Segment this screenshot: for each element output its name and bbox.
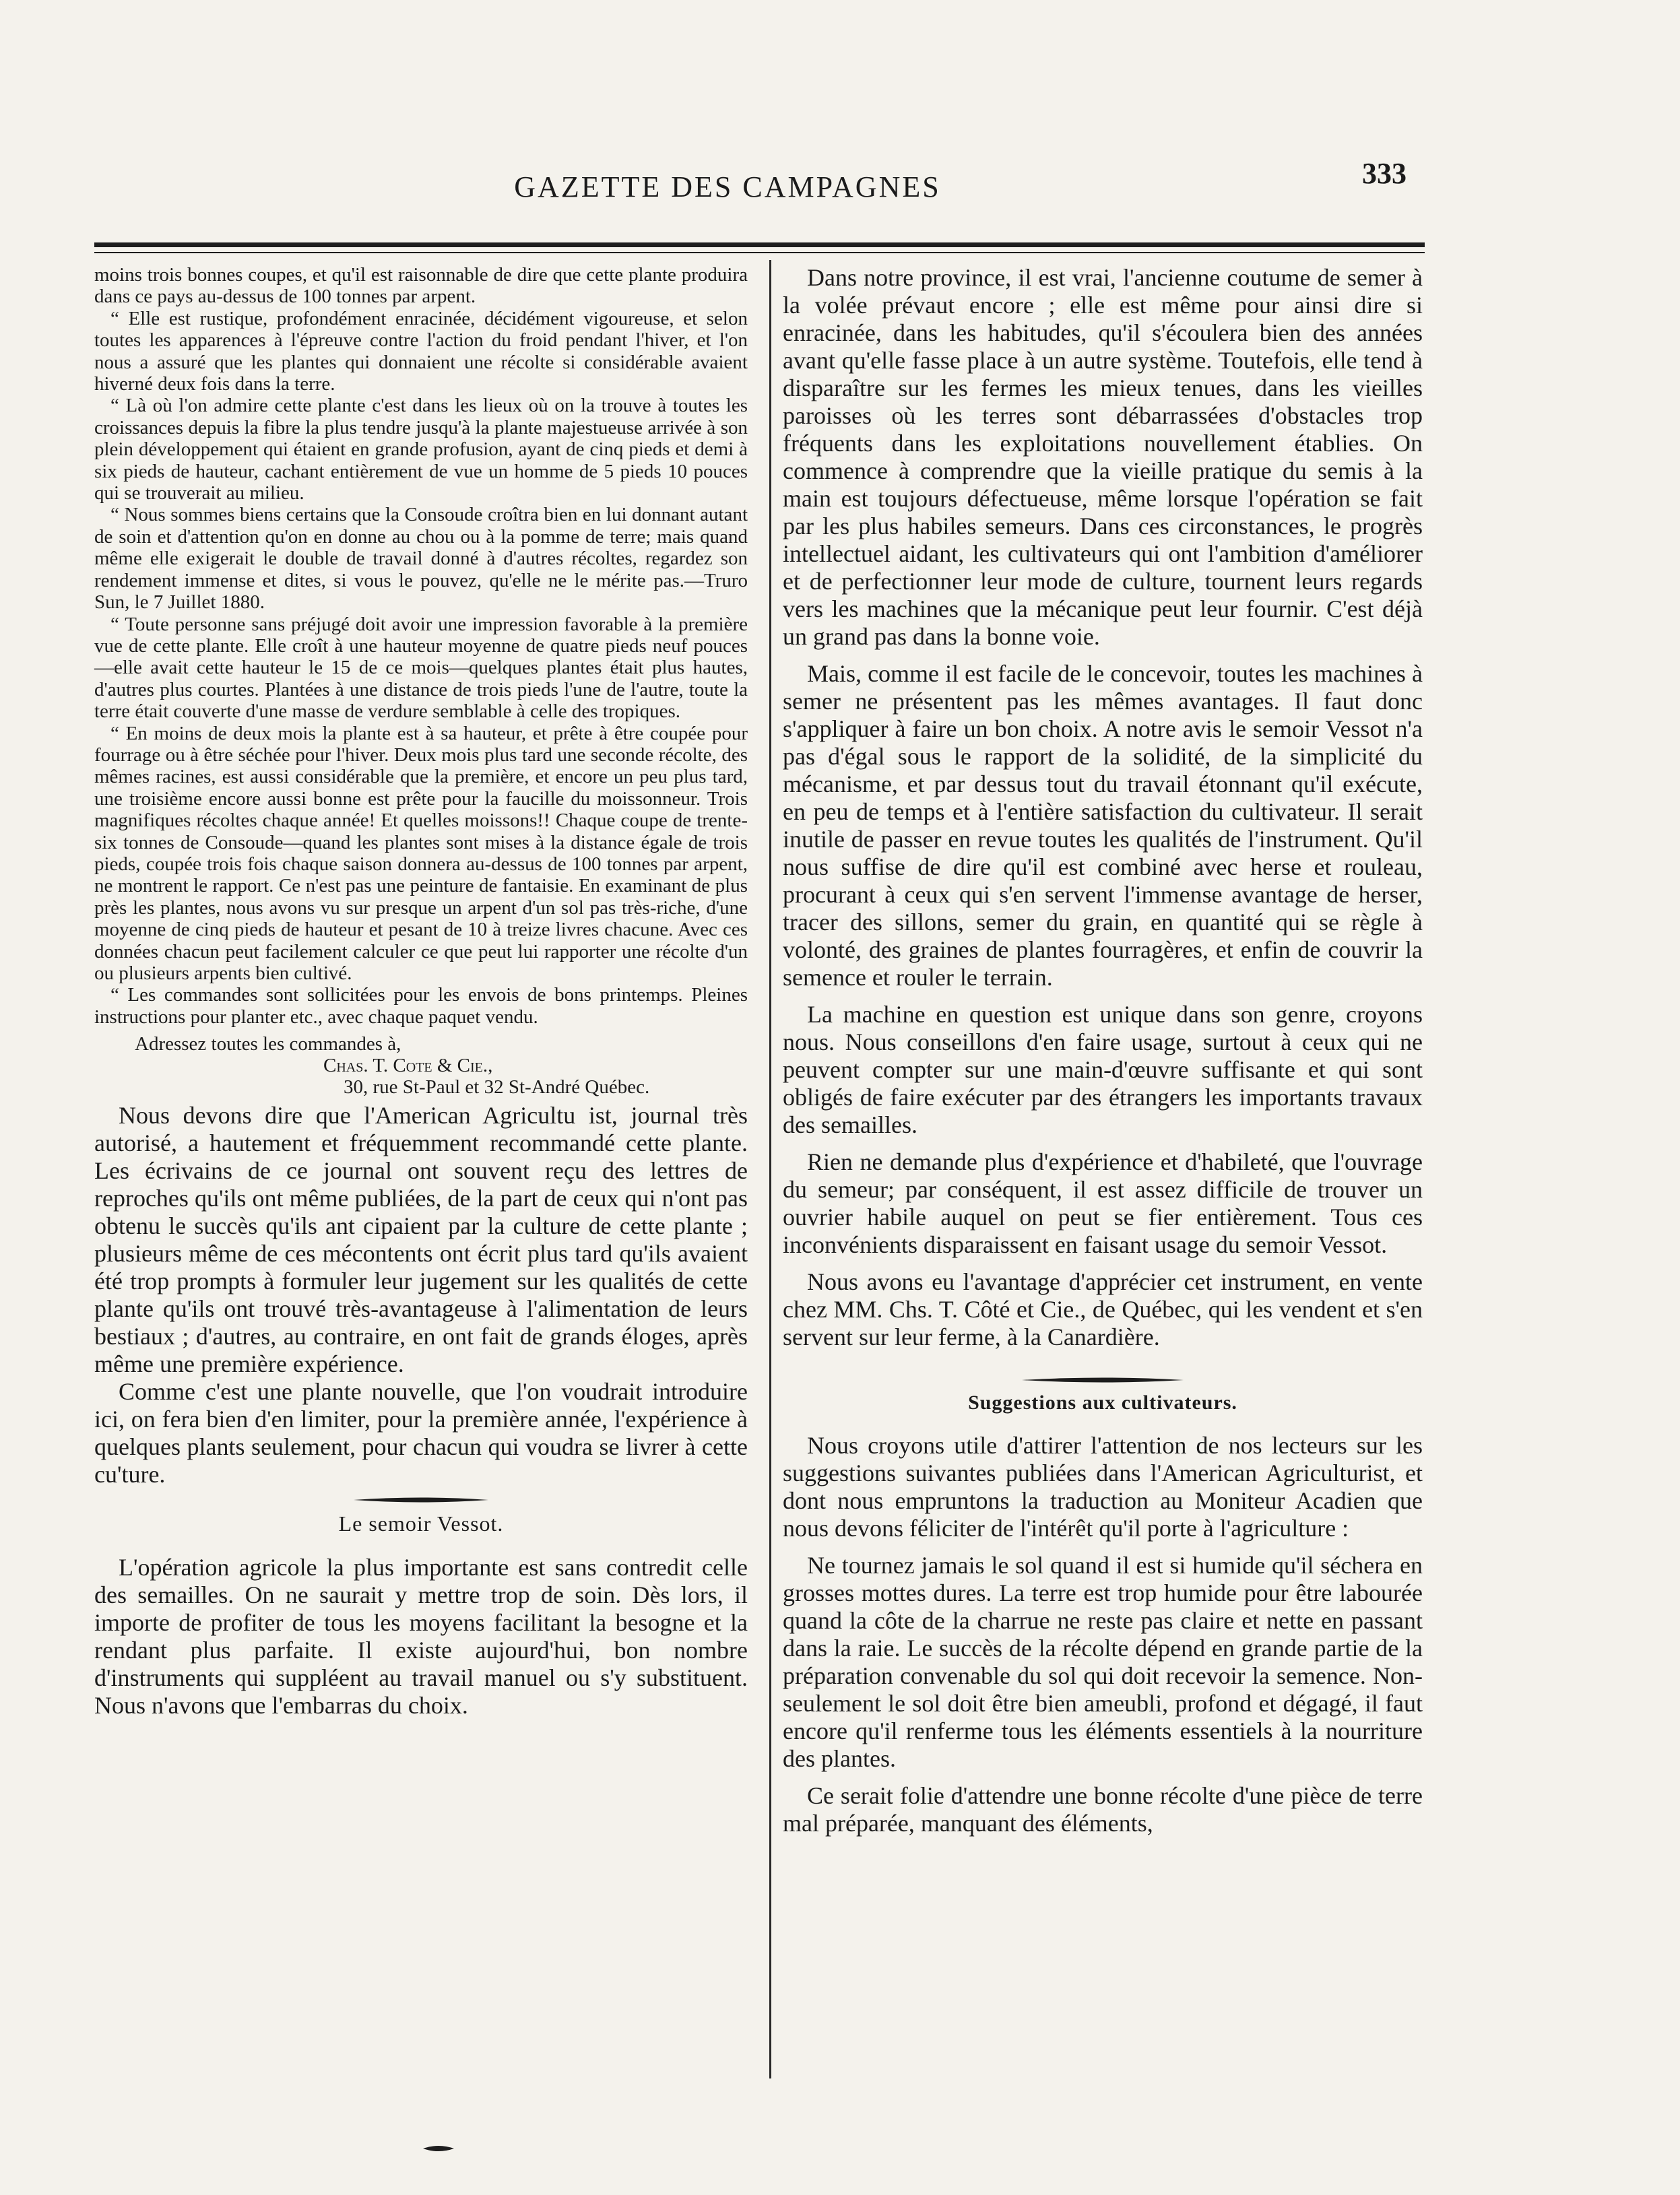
paragraph: “ Là où l'on admire cette plante c'est dans les lieux où on la trouve à toutes les croissances depuis la fibre la plus tendre jusqu'à la plante majestueuse arrivée à son plein développement qui étaient en grande profusion, ayant de cinq pieds et demi à six pieds de hauteur, cachant entièrement de vue un homme de 5 pieds 10 pouces qui se trouverait au milieu. <box>94 395 748 504</box>
column-divider <box>769 260 771 2078</box>
address-line: 30, rue St-Paul et 32 St-André Québec. <box>344 1076 650 1099</box>
section-separator <box>783 1375 1423 1385</box>
ornament-divider-icon <box>1022 1375 1184 1385</box>
paragraph: moins trois bonnes coupes, et qu'il est raisonnable de dire que cette plante produira dans ce pays au-dessus de 100 tonnes par arpent. <box>94 264 748 308</box>
large-print-block <box>94 1554 748 1719</box>
paragraph: “ Les commandes sont sollicitées pour les envois de bons printemps. Pleines instructions pour planter etc., avec chaque paquet vendu. <box>94 984 748 1028</box>
section-separator <box>94 1495 748 1505</box>
paragraph: “ Toute personne sans préjugé doit avoir une impression favorable à la première vue de cette plante. Elle croît à une hauteur moyenne de quatre pieds neuf pouces—elle avait cette hauteur le 15 de ce mois—quelques plantes était plus hautes, d'autres plus courtes. Plantées à une distance de trois pieds l'une de l'autre, toute la terre était couverte d'une masse de verdure semblable à celle des tropiques. <box>94 613 748 723</box>
paragraph: Nous croyons utile d'attirer l'attention de nos lecteurs sur les suggestions suivantes publiées dans l'American Agriculturist, et dont nous empruntons la traduction au Moniteur Acadien que nous devons féliciter de l'intérêt qu'il porte à l'agriculture : <box>783 1432 1423 1542</box>
order-address <box>94 1033 748 1098</box>
paragraph: La machine en question est unique dans son genre, croyons nous. Nous conseillons d'en faire usage, surtout à ceux qui ne peuvent compter sur une main-d'œuvre suffisante et qui sont obligés de faire exécuter par des étrangers les importants travaux des semailles. <box>783 1001 1423 1138</box>
printer-mark-icon <box>422 2142 455 2155</box>
ornament-divider-icon <box>354 1495 488 1505</box>
small-print-block <box>94 264 748 1028</box>
right-column <box>783 264 1423 1837</box>
paragraph: Nous devons dire que l'American Agricultu ist, journal très autorisé, a hautement et fréquemment recommandé cette plante. Les écrivains de ce journal ont souvent reçu des lettres de reproches qu'ils ont même publiées, de la part de ceux qui n'ont pas obtenu le succès qu'ils ant cipaient par la culture de cette plante ; plusieurs même de ces mécontents ont écrit plus tard qu'ils avaient été trop prompts à formuler leur jugement sur les qualités de cette plante qu'ils ont trouvé très-avantageuse à l'alimentation de leurs bestiaux ; d'autres, au contraire, en ont fait de grands éloges, après même une première expérience. <box>94 1102 748 1378</box>
section-title-suggestions: Suggestions aux cultivateurs. <box>968 1391 1237 1414</box>
address-line: Adressez toutes les commandes à, <box>135 1033 401 1055</box>
paragraph: “ Elle est rustique, profondément enracinée, décidément vigoureuse, et selon toutes les apparences à l'épreuve contre l'action du froid pendant l'hiver, et l'on nous a assuré que les plantes qui donnaient une récolte si considérable avaient hiverné deux fois dans la terre. <box>94 307 748 395</box>
page-number: 333 <box>1362 157 1407 190</box>
paragraph: Mais, comme il est facile de le concevoir, toutes les machines à semer ne présentent pas les mêmes avantages. Il faut donc s'appliquer à faire un bon choix. A notre avis le semoir Vessot n'a pas d'égal sous le rapport de la solidité, de la simplicité du mécanisme, et par dessus tout du travail étonnant qu'il exécute, en peu de temps et à l'entière satisfaction du cultivateur. Il serait inutile de passer en revue toutes les qualités de l'instrument. Qu'il nous suffise de dire qu'il est combiné avec herse et rouleau, procurant à ceux qui s'en servent l'immense avantage de herser, tracer des sillons, semer du grain, en quantité qui se règle à volonté, des graines de plantes fourragères, et enfin de couvrir la semence et rouler le terrain. <box>783 660 1423 991</box>
paragraph: Nous avons eu l'avantage d'apprécier cet instrument, en vente chez MM. Chs. T. Côté et Cie., de Québec, qui les vendent et s'en servent sur leur ferme, à la Canardière. <box>783 1268 1423 1350</box>
large-print-block <box>783 1432 1423 1837</box>
section-title-semoir: Le semoir Vessot. <box>338 1511 504 1536</box>
left-column <box>94 264 748 1719</box>
large-print-block <box>94 1102 748 1488</box>
paragraph: Rien ne demande plus d'expérience et d'habileté, que l'ouvrage du semeur; par conséquent, il est assez difficile de trouver un ouvrier habile auquel on peut se fier entièrement. Tous ces inconvénients disparaissent en faisant usage du semoir Vessot. <box>783 1148 1423 1258</box>
header-rule-thick <box>94 242 1425 247</box>
paragraph: “ Nous sommes biens certains que la Consoude croîtra bien en lui donnant autant de soin et d'attention qu'on en donne au chou ou à la pomme de terre; mais quand même elle exigerait le double de travail donné à d'autres récoltes, regardez son rendement immense et dites, si vous le pouvez, qu'elle ne le mérite pas.—Truro Sun, le 7 Juillet 1880. <box>94 504 748 614</box>
paragraph: Dans notre province, il est vrai, l'ancienne coutume de semer à la volée prévaut encore ; elle est même pour ainsi dire si enracinée, dans les habitudes, qu'il s'écoulera bien des années avant qu'elle fasse place à un autre système. Toutefois, elle tend à disparaître sur les fermes les mieux tenues, dans les vieilles paroisses où les terres sont débarrassées d'obstacles trop fréquents dans les exploitations nouvellement établies. On commence à comprendre que la vieille pratique du semis à la main est toujours défectueuse, même lorsque l'opération se fait par les plus habiles semeurs. Dans ces circonstances, le progrès intellectuel aidant, les cultivateurs qui ont l'ambition d'améliorer et de perfectionner leur mode de culture, tournent leurs regards vers les machines que la mécanique peut leur fournir. C'est déjà un grand pas dans la bonne voie. <box>783 264 1423 650</box>
paragraph: “ En moins de deux mois la plante est à sa hauteur, et prête à être coupée pour fourrage ou à être séchée pour l'hiver. Deux mois plus tard une seconde récolte, des mêmes racines, est aussi considérable que la première, et encore un peu plus tard, une troisième encore aussi bonne est prête pour la faucille du moissonneur. Trois magnifiques récoltes chaque année! Et quelles moissons!! Chaque coupe de trente-six tonnes de Consoude—quand les plantes sont mises à la distance égale de trois pieds, coupée trois fois chaque saison donnera au-dessus de 100 tonnes par arpent, ne montrent le rapport. Ce n'est pas une peinture de fantaisie. En examinant de plus près les plantes, nous avons vu sur presque un arpent d'un sol pas très-riche, d'une moyenne de cinq pieds de hauteur et pesant de 10 à treize livres chacune. Avec ces données chacun peut facilement calculer ce que peut lui rapporter une récolte d'un ou plusieurs arpents bien cultivé. <box>94 722 748 984</box>
large-print-block <box>783 264 1423 1351</box>
page-header-title: GAZETTE DES CAMPAGNES <box>514 170 941 203</box>
paragraph: Comme c'est une plante nouvelle, que l'on voudrait introduire ici, on fera bien d'en limiter, pour la première année, l'expérience à quelques plants seulement, pour chacun qui voudra se livrer à cette cu'ture. <box>94 1378 748 1488</box>
paragraph: Ne tournez jamais le sol quand il est si humide qu'il séchera en grosses mottes dures. La terre est trop humide pour être labourée quand la côte de la charrue ne reste pas claire et nette en passant dans la raie. Le succès de la récolte dépend en grande partie de la préparation convenable du sol qui doit recevoir la semence. Non-seulement le sol doit être bien ameubli, profond et dégagé, il faut encore qu'il renferme tous les éléments essentiels à la nourriture des plantes. <box>783 1552 1423 1772</box>
paragraph: Ce serait folie d'attendre une bonne récolte d'une pièce de terre mal préparée, manquant des éléments, <box>783 1782 1423 1837</box>
header-rule-thin <box>94 252 1425 253</box>
paragraph: L'opération agricole la plus importante est sans contredit celle des semailles. On ne saurait y mettre trop de soin. Dès lors, il importe de profiter de tous les moyens facilitant la besogne et la rendant plus parfaite. Il existe aujourd'hui, bon nombre d'instruments qui suppléent au travail manuel ou s'y substituent. Nous n'avons que l'embarras du choix. <box>94 1554 748 1719</box>
address-line: Chas. T. Cote & Cie., <box>323 1055 493 1077</box>
